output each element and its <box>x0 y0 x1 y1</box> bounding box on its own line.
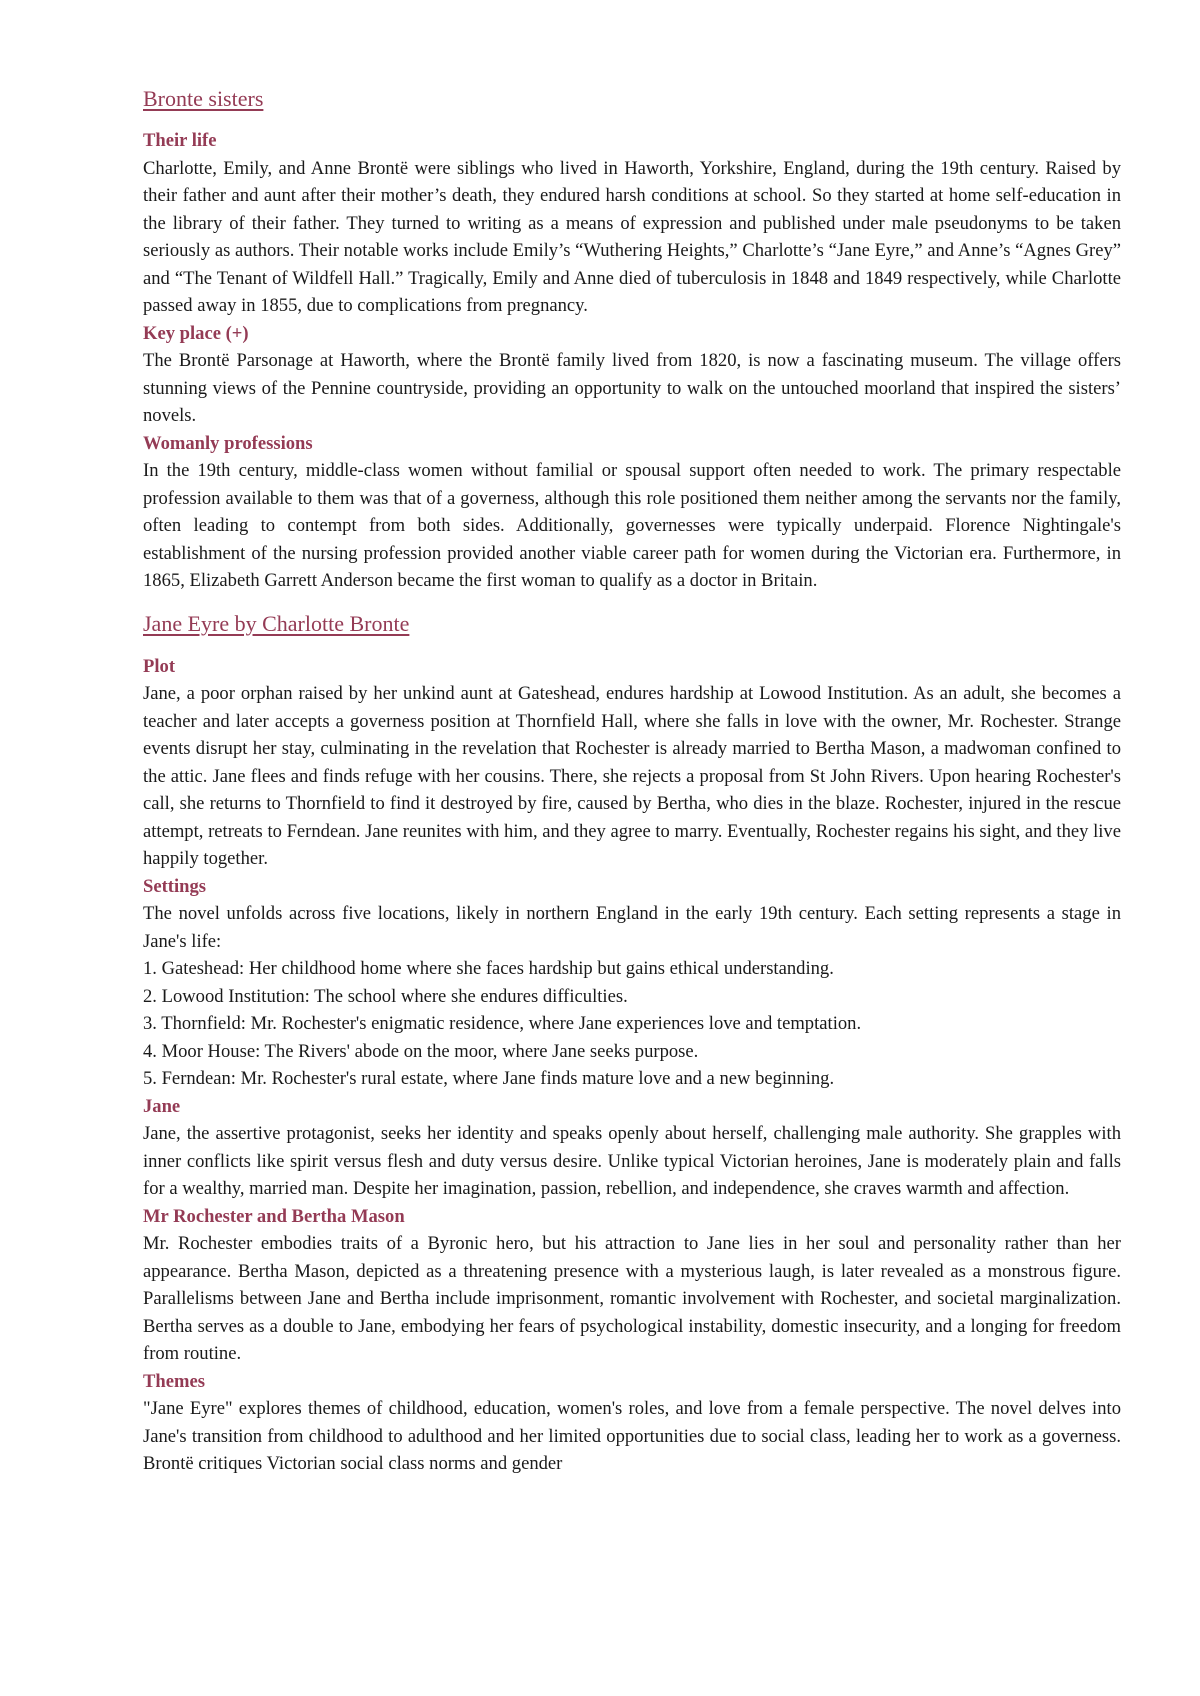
paragraph-rochester-bertha: Mr. Rochester embodies traits of a Byronic hero, but his attraction to Jane lies in her soul and personality rather than her appearance. Bertha Mason, depicted as a threatening presence with a mysterious laugh, is later revealed as a monstrous figure. Parallelisms between Jane and Bertha include imprisonment, romantic involvement with Rochester, and societal marginalization. Bertha serves as a double to Jane, embodying her fears of psychological instability, domestic insecurity, and a longing for freedom from routine. <box>143 1233 1121 1364</box>
paragraph-their-life: Charlotte, Emily, and Anne Brontë were siblings who lived in Haworth, Yorkshire, England, during the 19th century. Raised by their father and aunt after their mother’s death, they endured harsh conditions at school. So they started at home self-education in the library of their father. They turned to writing as a means of expression and published under male pseudonyms to be taken seriously as authors. Their notable works include Emily’s “Wuthering Heights,” Charlotte’s “Jane Eyre,” and Anne’s “Agnes Grey” and “The Tenant of Wildfell Hall.” Tragically, Emily and Anne died of tuberculosis in 1848 and 1849 respectively, while Charlotte passed away in 1855, due to complications from pregnancy. <box>143 157 1121 316</box>
section-title-jane-eyre: Jane Eyre by Charlotte Bronte <box>143 610 410 636</box>
heading-their-life: Their life <box>143 130 217 151</box>
heading-settings: Settings <box>143 875 207 897</box>
list-item: 3. Thornfield: Mr. Rochester's enigmatic residence, where Jane experiences love and temptation. <box>143 1013 862 1034</box>
paragraph-plot: Jane, a poor orphan raised by her unkind aunt at Gateshead, endures hardship at Lowood Institution. As an adult, she becomes a teacher and later accepts a governess position at Thornfield Hall, where she falls in love with the owner, Mr. Rochester. Strange events disrupt her stay, culminating in the revelation that Rochester is already married to Bertha Mason, a madwoman confined to the attic. Jane flees and finds refuge with her cousins. There, she rejects a proposal from St John Rivers. Upon hearing Rochester's call, she returns to Thornfield to find it destroyed by fire, caused by Bertha, who dies in the blaze. Rochester, injured in the rescue attempt, retreats to Ferndean. Jane reunites with him, and they agree to marry. Eventually, Rochester regains his sight, and they live happily together. <box>143 683 1121 869</box>
paragraph-key-place: The Brontë Parsonage at Haworth, where the Brontë family lived from 1820, is now a fascinating museum. The village offers stunning views of the Pennine countryside, providing an opportunity to walk on the untouched moorland that inspired the sisters’ novels. <box>143 350 1121 426</box>
heading-jane: Jane <box>143 1095 181 1117</box>
list-item: 4. Moor House: The Rivers' abode on the moor, where Jane seeks purpose. <box>143 1040 699 1062</box>
paragraph-themes: "Jane Eyre" explores themes of childhood, education, women's roles, and love from a female perspective. The novel delves into Jane's transition from childhood to adulthood and her limited opportunities due to social class, leading her to work as a governess. Brontë critiques Victorian social class norms and gender <box>143 1398 1121 1474</box>
heading-key-place: Key place (+) <box>143 322 249 344</box>
heading-womanly-professions: Womanly professions <box>143 432 313 454</box>
paragraph-womanly-professions: In the 19th century, middle-class women without familial or spousal support often needed to work. The primary respectable profession available to them was that of a governess, although this role positioned them neither among the servants nor the family, often leading to contempt from both sides. Additionally, governesses were typically underpaid. Florence Nightingale's establishment of the nursing profession provided another viable career path for women during the Victorian era. Furthermore, in 1865, Elizabeth Garrett Anderson became the first woman to qualify as a doctor in Britain. <box>143 460 1121 591</box>
settings-list <box>143 955 1121 1093</box>
paragraph-jane: Jane, the assertive protagonist, seeks her identity and speaks openly about herself, challenging male authority. She grapples with inner conflicts like spirit versus flesh and duty versus desire. Unlike typical Victorian heroines, Jane is moderately plain and falls for a wealthy, married man. Despite her imagination, passion, rebellion, and independence, she craves warmth and affection. <box>143 1123 1121 1199</box>
heading-themes: Themes <box>143 1370 205 1392</box>
heading-rochester-bertha: Mr Rochester and Bertha Mason <box>143 1205 405 1227</box>
heading-plot: Plot <box>143 655 176 677</box>
list-item: 5. Ferndean: Mr. Rochester's rural estate, where Jane finds mature love and a new beginning. <box>143 1068 835 1089</box>
document-content <box>143 84 1121 1478</box>
section-title-bronte-sisters: Bronte sisters <box>143 86 264 111</box>
list-item: 2. Lowood Institution: The school where she endures difficulties. <box>143 985 628 1007</box>
paragraph-settings-intro: The novel unfolds across five locations, likely in northern England in the early 19th century. Each setting represents a stage in Jane's life: <box>143 903 1121 952</box>
list-item: 1. Gateshead: Her childhood home where she faces hardship but gains ethical understanding. <box>143 958 834 979</box>
